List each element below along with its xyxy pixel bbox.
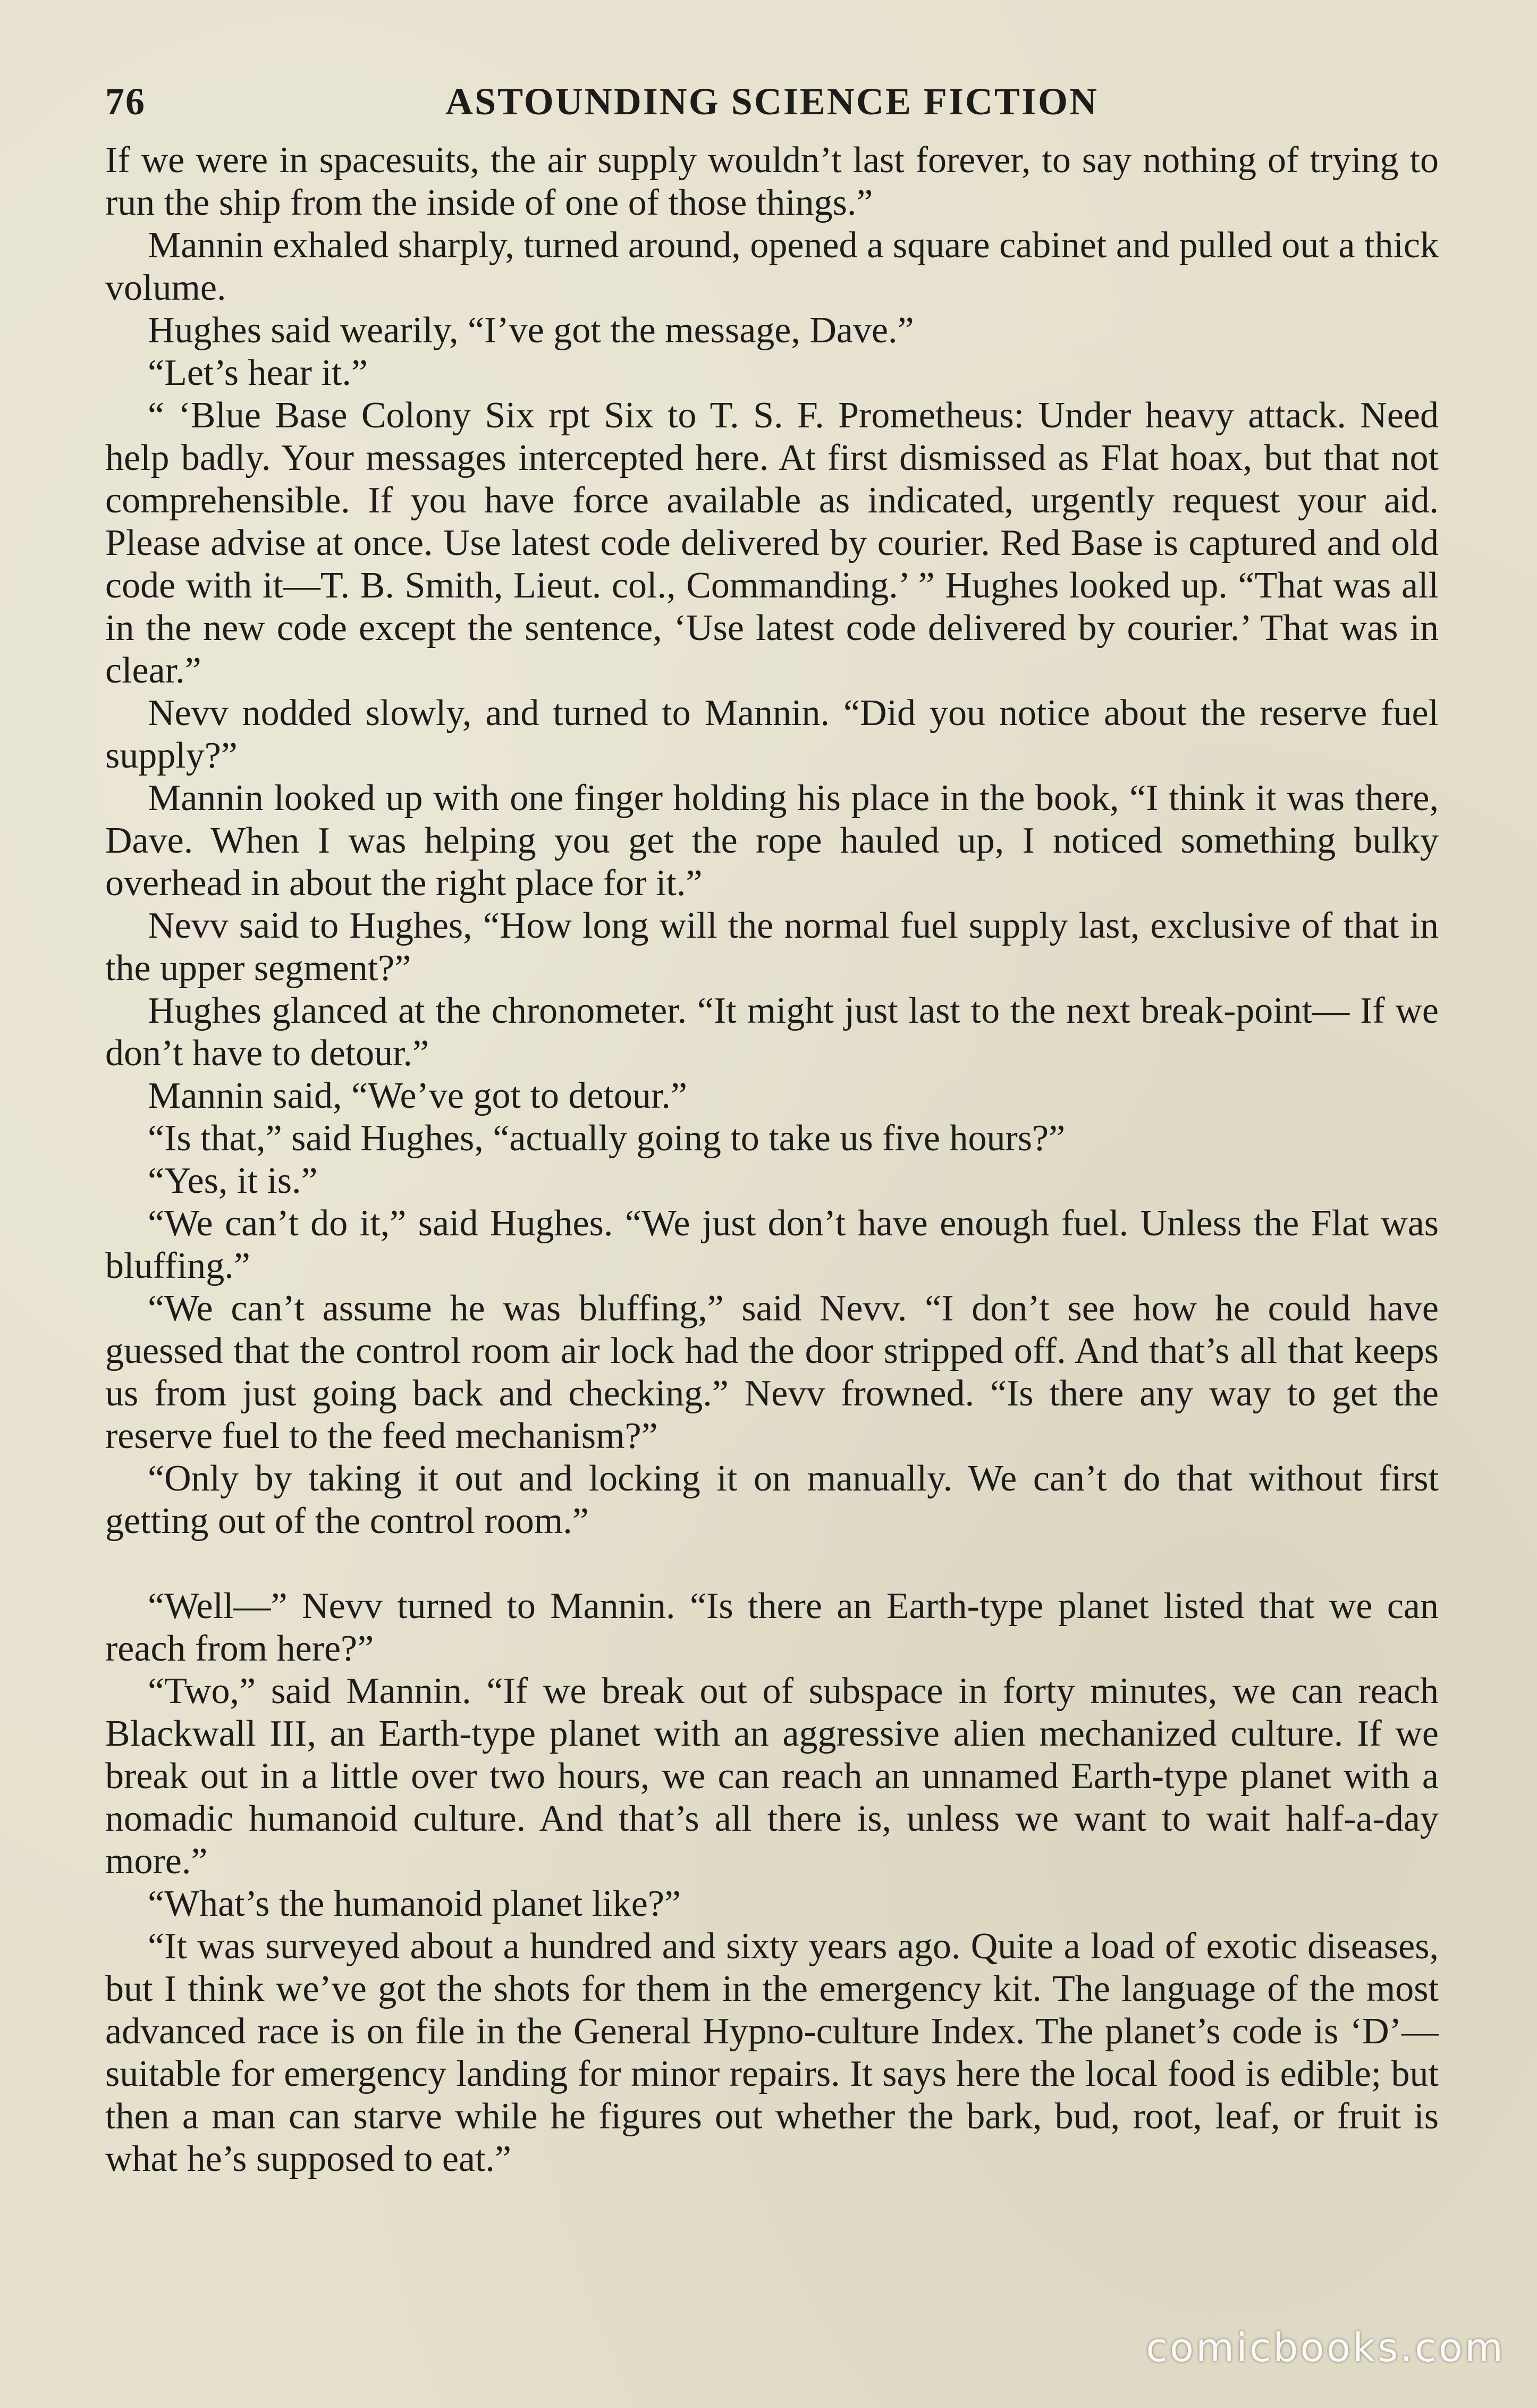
paragraph: “We can’t assume he was bluffing,” said Nevv. “I don’t see how he could have guessed that the control room air lock had the door stripped off. And that’s all that keeps us from just going back and checking.” Nevv frowned. “Is there any way to get the reserve fuel to the feed mechanism?” — [105, 1288, 1439, 1456]
story-text — [105, 139, 1439, 2180]
page-number: 76 — [105, 80, 146, 123]
paragraph: “ ‘Blue Base Colony Six rpt Six to T. S. F. Prometheus: Under heavy attack. Need help badly. Your messages intercepted here. At first dismissed as Flat hoax, but that not comprehensible. If you have force available as indicated, urgently request your aid. Please advise at once. Use latest code delivered by courier. Red Base is captured and old code with it—T. B. Smith, Lieut. col., Commanding.’ ” Hughes looked up. “That was all in the new code except the sentence, ‘Use latest code delivered by courier.’ That was in clear.” — [105, 395, 1439, 691]
paragraph: “Yes, it is.” — [148, 1160, 318, 1201]
paragraph: “What’s the humanoid planet like?” — [148, 1883, 681, 1924]
paragraph: “It was surveyed about a hundred and sixty years ago. Quite a load of exotic diseases, but I think we’ve got the shots for them in the emergency kit. The language of the most advanced race is on file in the General Hypno-culture Index. The planet’s code is ‘D’—suitable for emergency landing for minor repairs. It says here the local food is edible; but then a man can starve while he figures out whether the bark, bud, root, leaf, or fruit is what he’s supposed to eat.” — [105, 1926, 1439, 2179]
paragraph: “Well—” Nevv turned to Mannin. “Is there an Earth-type planet listed that we can reach from here?” — [105, 1586, 1439, 1669]
paragraph: Nevv nodded slowly, and turned to Mannin. “Did you notice about the reserve fuel supply?” — [105, 693, 1439, 776]
paragraph: Nevv said to Hughes, “How long will the normal fuel supply last, exclusive of that in the upper segment?” — [105, 905, 1439, 989]
running-head — [105, 80, 1439, 128]
paragraph: “Only by taking it out and locking it on manually. We can’t do that without first getting out of the control room.” — [105, 1458, 1439, 1542]
magazine-title: ASTOUNDING SCIENCE FICTION — [445, 80, 1099, 123]
paragraph: If we were in spacesuits, the air supply wouldn’t last forever, to say nothing of trying to run the ship from the inside of one of those things.” — [105, 140, 1439, 223]
paragraph: Hughes said wearily, “I’ve got the message, Dave.” — [148, 310, 914, 351]
paragraph: “Two,” said Mannin. “If we break out of subspace in forty minutes, we can reach Blackwall III, an Earth-type planet with an aggressive alien mechanized culture. If we break out in a little over two hours, we can reach an unnamed Earth-type planet with a nomadic humanoid culture. And that’s all there is, unless we want to wait half-a-day more.” — [105, 1671, 1439, 1882]
paragraph: “We can’t do it,” said Hughes. “We just don’t have enough fuel. Unless the Flat was bluffing.” — [105, 1203, 1439, 1286]
paragraph: Mannin said, “We’ve got to detour.” — [148, 1075, 687, 1116]
paragraph: “Let’s hear it.” — [148, 352, 368, 393]
paragraph: “Is that,” said Hughes, “actually going to take us five hours?” — [148, 1118, 1066, 1159]
paragraph: Mannin exhaled sharply, turned around, opened a square cabinet and pulled out a thick volume. — [105, 225, 1439, 308]
paragraph: Mannin looked up with one finger holding his place in the book, “I think it was there, Dave. When I was helping you get the rope hauled up, I noticed something bulky overhead in about the right place for it.” — [105, 778, 1439, 904]
paragraph: Hughes glanced at the chronometer. “It might just last to the next break-point— If we don’t have to detour.” — [105, 990, 1439, 1074]
watermark: comicbooks.com — [1146, 2325, 1505, 2371]
